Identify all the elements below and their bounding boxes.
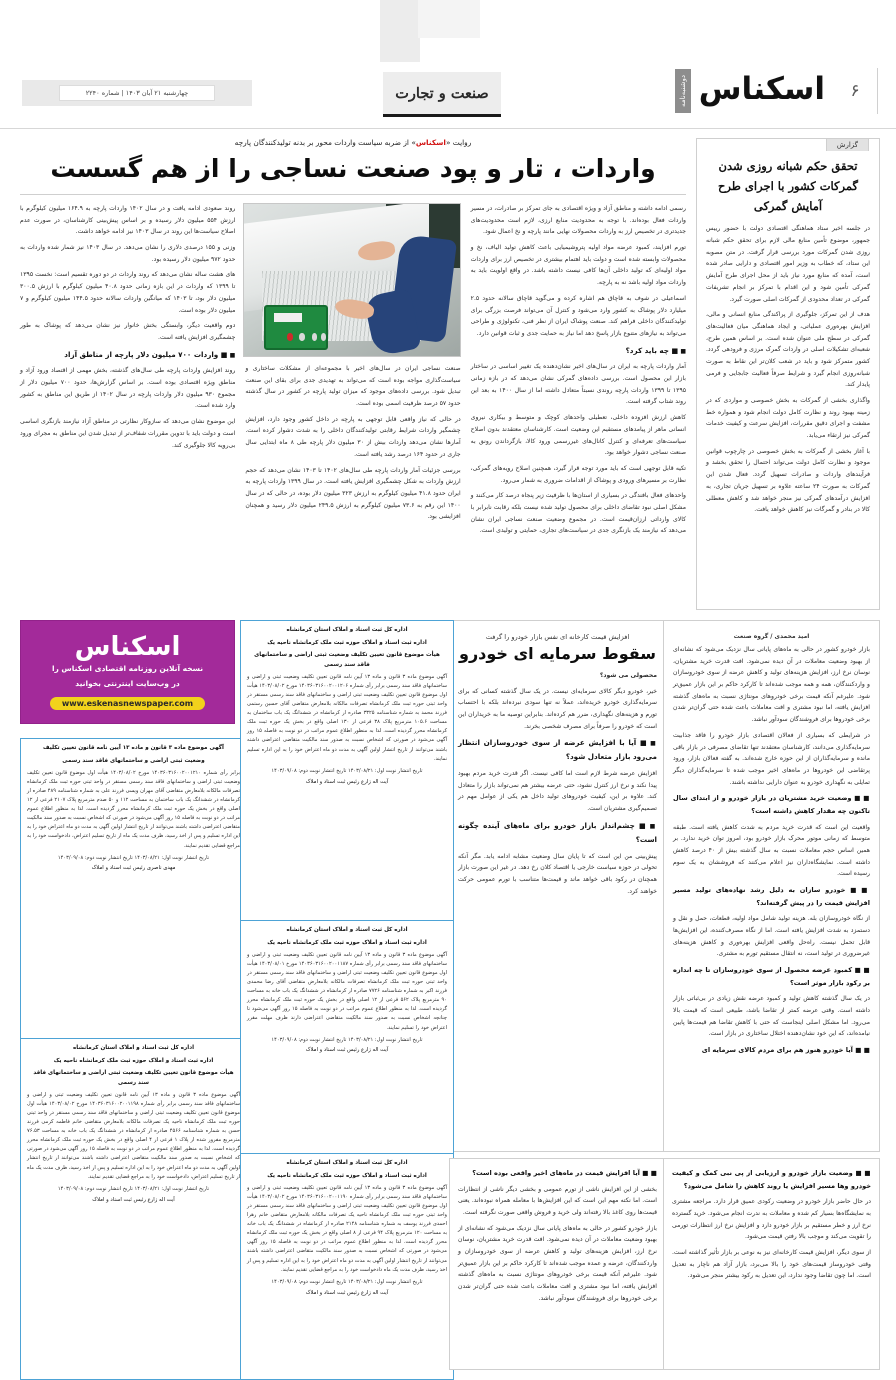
- lead-kicker: [20, 138, 686, 147]
- photo-control-knob: [312, 333, 317, 340]
- paragraph: واگذاری بخشی از گمرکات به بخش خصوصی و مواردی که در زمینه بهبود روند و نظارت کامل دولت انجام شود و همواره خط مشفت و اجرای دقیق مقررات، افزایش سرعت و کیفیت خدمات گمرکی نیز ارتقاء می‌یابد.: [706, 397, 870, 440]
- legal-publish-dates: تاریخ انتشار نوبت اول: ۱۴۰۳/۰۸/۲۱ تاریخ انتشار نوبت دوم: ۱۴۰۳/۰۹/۰۸: [271, 1278, 423, 1285]
- photo-control-panel: [274, 313, 302, 321]
- top-strip: [0, 0, 896, 62]
- masthead: [0, 62, 896, 129]
- car-article-headline: سقوط سرمایه ای خودرو: [459, 644, 656, 663]
- dateline-text: چهارشنبه ۲۱ آبان ۱۴۰۳ | شماره ۲۲۴۰: [59, 85, 216, 101]
- vertical-tag-label: دوشنبه‌نامه: [678, 75, 687, 107]
- gomrok-report-box: [696, 138, 880, 610]
- section-tab[interactable]: [383, 72, 501, 117]
- lead-subhead: ■ ■ چه باید کرد؟: [471, 344, 686, 358]
- qa-question: ■ ■ آیا خودرو هنوز هم برای مردم کالای سرمایه ای: [673, 1044, 870, 1057]
- lead-col-left-body: [20, 203, 235, 451]
- legal-publish-dates: تاریخ انتشار نوبت اول: ۱۴۰۳/۰۸/۲۱ تاریخ انتشار نوبت دوم: ۱۴۰۳/۰۹/۰۸: [57, 854, 210, 861]
- paragraph: در حال حاضر بازار خودرو در وضعیت رکودی عمیق قرار دارد. مراجعه مشتری به نمایشگاه‌ها بسیار کم شده و معاملات به ندرت انجام می‌شود. خرید گسترده نرخ ارز و خطر مستقیم بر بازار خودرو دارد و افزایش نرخ ارز انتظارات تورمی را تقویت می‌کند و موجب بالا رفتن قیمت می‌شود.: [672, 1198, 871, 1241]
- paragraph: های هشت ساله نشان می‌دهد که روند واردات در دو دوره تقسیم است: نخست ۱۳۹۵ تا ۱۳۹۹ که واردات در این بازه زمانی حدود ۴۰.۸ میلیون کیلوگرم با ارزش ۳۰۰.۵ میلیون دلار بود، تا ۱۴۰۳ که میانگین واردات سالانه حدود ۱۴۴.۵ میلیون کیلوگرم و ۷ میلیون دلار بوده است.: [20, 271, 236, 314]
- paragraph: رسمی ادامه داشته و مناطق آزاد و ویژه اقتصادی به جای تمرکز بر صادرات، در مسیر واردات فعال بوده‌اند. با توجه به محدودیت منابع ارزی، لازم است محدودیت‌های جدیدتری در تخصیص ارز به واردات محصولات نهایی مانند پارچه و نخ اعمال شود.: [470, 205, 686, 236]
- lead-subhead-2: ■ ■ واردات ۷۰۰ میلیون دلار پارچه از مناطق آزاد: [20, 348, 235, 362]
- car-qa-continued-body: [664, 1159, 879, 1294]
- paragraph: پیش‌بینی من این است که تا پایان سال وضعیت مشابه ادامه یابد. مگر آنکه تحولی در حوزه سیاست خارجی یا اقتصاد کلان رخ دهد. در غیر این صورت بازار همچنان در رکود باقی خواهد ماند و قیمت‌ها متناسب با تورم عمومی حرکت خواهند کرد.: [458, 852, 657, 895]
- legal-header-line: اداره ثبت اسناد و املاک حوزه ثبت ملک کرمانشاه ناحیه یک: [267, 1172, 427, 1179]
- ad-line-1: نسخه آنلاین روزنامه اقتصادی اسکناس را: [51, 664, 204, 674]
- lead-article-columns: [20, 203, 686, 541]
- paragraph: واقعیت این است که قدرت خرید مردم به شدت کاهش یافته است. طبقه متوسط که زمانی موتور محرک بازار خودرو بود، امروز توان خرید ندارد. بر همین اساس حجم معاملات نسبت به سال گذشته بیش از ۴۰ درصد کاهش داشته است. نمایشگاه‌داران نیز اعلام می‌کنند که فروششان به یک سوم رسیده است.: [673, 823, 870, 878]
- paragraph: آمار واردات پارچه به ایران در سال‌های اخیر نشان‌دهنده یک تغییر اساسی در ساختار بازار این محصول است. بررسی داده‌های گمرکی نشان می‌دهد که در بازه زمانی ۱۳۹۵ تا ۱۳۹۹ واردات پارچه روندی نسبتاً متعادل داشته اما از سال ۱۴۰۰ به بعد این روند شتاب گرفته است.: [470, 363, 686, 406]
- kicker-brand: اسکناس: [415, 138, 446, 147]
- lead-col-photo: [245, 203, 460, 541]
- paragraph: اسماعیلی در شوف به قاچاق هم اشاره کرده و می‌گوید قاچاق سالانه حدود ۲.۵ میلیارد دلار پوشاک به کشور وارد می‌شود و کنترل آن می‌تواند فرصت بزرگی برای تولیدکنندگان داخلی فراهم کند. صنعت پوشاک ایران از نظر فنی، تکنولوژی و طراحی می‌تواند به نیازهای متنوع بازار پاسخ دهد اما نیاز به حمایت جدی و ثبات قوانین دارد.: [470, 294, 686, 337]
- gomrok-report-headline: تحقق حکم شبانه روزی شدن گمرکات کشور با اجرای طرح آمایش گمرکی: [718, 159, 858, 214]
- car-subhead: ■ ■ چشم‌انداز بازار خودرو برای ماه‌های آینده چگونه است؟: [458, 819, 657, 847]
- legal-publish-dates: تاریخ انتشار نوبت اول: ۱۴۰۳/۰۸/۲۱ تاریخ انتشار نوبت دوم: ۱۴۰۳/۰۹/۰۸: [271, 767, 423, 774]
- legal-publish-dates: تاریخ انتشار نوبت اول: ۱۴۰۳/۰۸/۲۱ تاریخ انتشار نوبت دوم: ۱۴۰۳/۰۹/۰۸: [57, 1185, 210, 1192]
- section-tab-label: صنعت و تجارت: [395, 84, 489, 102]
- legal-header-line: اداره کل ثبت اسناد و املاک استان کرمانشاه: [286, 1160, 408, 1166]
- qa-question: ■ ■ خودرو سازان به دلیل رشد نهاده‌های تولید مسیر افزایش قیمت را در پیش گرفته‌اند؟: [673, 884, 870, 909]
- paragraph: در شرایطی که بسیاری از فعالان اقتصادی بازار خودرو را فاقد جذابیت سرمایه‌گذاری می‌دانند، کارشناسان معتقدند تنها تقاضای مصرفی در بازار باقی مانده و سرمایه‌گذاران از این حوزه خارج شده‌اند. به گفته فعالان بازار، ورود پرتقاضی این خودروها در ماه‌های اخیر موجب شده تا سرمایه‌گذاران دیگر تمایلی به نگهداری خودرو به عنوان دارایی نداشته باشند.: [673, 731, 870, 786]
- photo-textile-loom: [243, 203, 460, 357]
- paragraph: بخشی از این افزایش ناشی از تورم عمومی و بخشی دیگر ناشی از انتظارات است. اما نکته مهم این است که این افزایش‌ها با معامله همراه نبوده‌اند. یعنی قیمت‌ها روی کاغذ بالا رفته‌اند ولی خرید و فروش واقعی صورت نگرفته است.: [458, 1185, 657, 1217]
- legal-header-line: آگهی موضوع ماده ۳ قانون و ماده ۱۳ آیین نامه قانون تعیین تکلیف: [43, 745, 224, 751]
- paragraph: دوم واقعیت دیگر، وابستگی بخش خانوار نیز نشان می‌دهد که پوشاک به طور چشمگیری افزایش یافته است.: [20, 322, 236, 341]
- legal-signature: آیت اله زارع رئیس ثبت اسناد و املاک: [305, 778, 389, 785]
- legal-notice-kermanshah-2: [20, 1038, 247, 1380]
- legal-signature: آیت اله زارع رئیس ثبت اسناد و املاک: [92, 1196, 175, 1203]
- legal-signature: مهدی ناصری رئیس ثبت اسناد و املاک: [91, 865, 176, 872]
- masthead-vertical-tag: [675, 69, 691, 113]
- lead-col-right-body: [471, 203, 686, 537]
- legal-body: برابر رأی شماره ۱۴۰۳۶۰۳۱۶۰۰۲۰۰۱۲۱۰ مورخ ۱۴۰۳/۰۸/۰۲ هیأت اول موضوع قانون تعیین تکلیف وضعیت ثبتی اراضی و ساختمانهای فاقد سند رسمی مستقر در واحد ثبتی حوزه ثبت ملک کرمانشاه تصرفات مالکانه بلامعارض متقاضی آقای مهران ویسی فرزند علی به شماره شناسنامه ۴۸۹ صادره از کرمانشاه در ششدانگ یک باب ساختمان به مساحت ۱۱۲ و ۵۰ صدم مترمربع پلاک ۲۱۰۷ فرعی از ۱۲ اصلی واقع در بخش یک حوزه ثبت ملک کرمانشاه محرز گردیده است. لذا به منظور اطلاع عموم مراتب در دو نوبت به فاصله ۱۵ روز آگهی می‌شود در صورتی که اشخاص نسبت به صدور سند مالکیت متقاضی اعتراضی داشته باشند می‌توانند از تاریخ انتشار اولین آگهی به مدت دو ماه اعتراض خود را به این اداره تسلیم و پس از اخذ رسید، ظرف مدت یک ماه از تاریخ تسلیم اعتراض، دادخواست خود را به مراجع قضایی تقدیم نمایند.: [27, 770, 240, 849]
- paragraph: روند صعودی ادامه یافت و در سال ۱۴۰۲ واردات پارچه به ۱۶۴.۹ میلیون کیلوگرم با ارزش ۵۵۴ میلیون دلار رسیده و بر اساس پیش‌بینی کارشناسان، در صورت عدم اصلاح سیاست‌ها این روند در سال ۱۴۰۳ نیز ادامه خواهد داشت.: [20, 205, 236, 236]
- paragraph: در جلسه اخیر ستاد هماهنگی اقتصادی دولت با حضور رییس جمهور، موضوع تأمین منابع مالی لازم برای تحقق حکم شبانه روزی شدن گمرکات مورد بررسی قرار گرفت. در متن مصوبه این ستاد، که خطاب به وزیر امور اقتصادی و دارایی صادر شده است، آمده که منابع مورد نیاز باید از محل اجرای طرح آمایش گمرکی تأمین شود و این اقدام با تمرکز بر انجام تشریفات گمرکی در تعداد محدودی از گمرکات اصلی صورت گیرد.: [706, 225, 870, 303]
- gomrok-report-body: [697, 223, 879, 528]
- legal-notice-kermanshah-3: [240, 620, 454, 922]
- legal-signature: آیت اله زارع رئیس ثبت اسناد و املاک: [305, 1289, 389, 1296]
- car-article-continued-body: [450, 1159, 665, 1317]
- paragraph: واحدهای فعال بافندگی در بسیاری از استان‌ها با ظرفیت زیر پنجاه درصد کار می‌کنند و مشکل اصلی نبود تقاضای داخلی برای محصول تولید شده نیست بلکه رقابت نابرابر با کالای وارداتی ارزان‌قیمت است. در مجموع وضعیت صنعت نساجی ایران نشان می‌دهد که نیازمند یک بازنگری جدی در سیاست‌های تجاری، حمایتی و تولیدی است.: [470, 492, 686, 535]
- car-article-byline: امید محمدی / گروه صنعت: [733, 633, 810, 640]
- paper-logo: اسکناس: [698, 70, 825, 107]
- headline-rule: [20, 194, 686, 195]
- report-tab-label: گزارش: [826, 138, 869, 151]
- car-article-col-right: [664, 644, 879, 1069]
- paragraph: بررسی جزئیات آمار واردات پارچه طی سال‌های ۱۴۰۲ تا ۱۴۰۳ نشان می‌دهد که حجم ارزش واردات به شکل چشمگیری افزایش یافته است. در سال ۱۳۹۹ واردات پارچه به ایران حدود ۴۱.۸ میلیون کیلوگرم به ارزش ۳۲۳ میلیون دلار بوده، در حالی که در سال ۱۴۰۰ این رقم به ۷۳.۶ میلیون کیلوگرم به ارزش ۲۴۹.۵ میلیون دلار رسید و همچنان افزایشی بود.: [245, 466, 461, 521]
- legal-header-line: اداره کل ثبت اسناد و املاک استان کرمانشاه: [286, 927, 408, 933]
- ad-line-2: در وب‌سایت اینترنتی بخوانید: [75, 679, 180, 688]
- kicker-after: » از ضربه سیاست واردات محور بر بدنه تولیدکنندگان پارچه: [234, 138, 416, 147]
- qa-question: ■ ■ وضعیت بازار خودرو و ارزیابی از پی نبی کمک و کیفیت خودرو وها مسیر افزایش یا روند کاهش را شامل می‌شود؟: [672, 1167, 871, 1192]
- car-market-article: [449, 620, 666, 1152]
- lead-headline: واردات ، تار و پود صنعت نساجی را از هم گسست: [50, 154, 656, 183]
- car-subhead: ■ ■ آیا با افزایش عرضه از سوی خودروسازان انتظار می‌رود بازار متعادل شود؟: [458, 736, 657, 764]
- legal-publish-dates: تاریخ انتشار نوبت اول: ۱۴۰۳/۰۸/۲۱ تاریخ انتشار نوبت دوم: ۱۴۰۳/۰۹/۰۸: [271, 1036, 423, 1043]
- legal-body: آگهی موضوع ماده ۳ قانون و ماده ۱۳ آیین نامه قانون تعیین تکلیف وضعیت ثبتی و اراضی و ساختمانهای فاقد سند رسمی برابر رأی شماره ۱۴۰۳۶۰۳۱۶۰۰۲۰۰۱۲۰۶ مورخ ۱۴۰۳/۰۸/۰۲ هیأت اول موضوع قانون تعیین تکلیف وضعیت ثبتی اراضی و ساختمانهای فاقد سند رسمی مستقر در واحد ثبتی حوزه ثبت ملک کرمانشاه تصرفات مالکانه بلامعارض متقاضی آقای حسین رستمی فرزند محمد به شماره شناسنامه ۳۳۲۵ صادره از کرمانشاه در ششدانگ یک باب ساختمان به مساحت ۱۰۵.۶ مترمربع پلاک ۳۸ فرعی از ۱۳۰ اصلی واقع در بخش یک حوزه ثبت ملک کرمانشاه محرز گردیده است. لذا به منظور اطلاع عموم مراتب در دو نوبت به فاصله ۱۵ روز آگهی می‌شود در صورتی که اشخاص نسبت به صدور سند مالکیت متقاضی اعتراضی داشته باشند می‌توانند از تاریخ انتشار اولین آگهی به مدت دو ماه اعتراض خود را به این اداره تسلیم نمایند.: [247, 674, 447, 762]
- car-market-article-continued: [449, 1158, 666, 1370]
- legal-header-line: هیأت موضوع قانون تعیین تکلیف وضعیت ثبتی اراضی و ساختمانهای فاقد سند رسمی: [254, 652, 440, 668]
- paragraph: صنعت نساجی ایران در سال‌های اخیر با مجموعه‌ای از مشکلات ساختاری و سیاست‌گذاری مواجه بوده است که می‌تواند به تهدیدی جدی برای بقای این صنعت تبدیل شود. بررسی داده‌های موجود که میزان تولید پارچه در کشور در سال گذشته حدود ۵۷ درصد ظرفیت اسمی بوده است.: [245, 365, 461, 408]
- paragraph: در حالی که نیاز واقعی قابل توجهی به پارچه در داخل کشور وجود دارد، افزایش چشمگیر واردات شرایط رقابتی تولیدکنندگان داخلی را به شدت دشوار کرده است. آمارها نشان می‌دهد واردات بیش از ۳۰ میلیون دلار پارچه طی ۸ ماه ابتدایی سال جاری در حدود ۱۶۴ درصد رشد یافته است.: [245, 415, 461, 458]
- legal-header-line: اداره ثبت اسناد و املاک حوزه ثبت ملک کرمانشاه ناحیه یک: [267, 939, 427, 946]
- paragraph: بازار خودرو کشور در حالی به ماه‌های پایانی سال نزدیک می‌شود که نشانه‌ای از بهبود وضعیت معاملات در آن دیده نمی‌شود. افت قدرت خرید مشتریان، نوسان نرخ ارز، افزایش هزینه‌های تولید و کاهش عرضه از سوی خودروسازان و واردکنندگان، همه و همه موجب شده‌اند تا کارکرد حاکم بر این بازار عمیق‌تر شود. علیرغم آنکه قیمت برخی خودروهای مونتاژی نسبت به ماه‌های گذشته افزایش یافته، اما نبود مشتری و افت معاملات باعث شده حتی گران‌تر شدن برخی خودروها برای فروشندگان سودآور نباشد.: [673, 646, 870, 724]
- page-content: [0, 130, 896, 1302]
- photo-control-box: [264, 305, 328, 350]
- photo-control-knob: [321, 333, 326, 340]
- legal-notice-kermanshah-4: [240, 920, 454, 1157]
- paragraph: کاهش ارزش افزوده داخلی، تعطیلی واحدهای کوچک و متوسط و بیکاری نیروی انسانی ماهر از پیامدهای مستقیم این وضعیت است. کارشناسان معتقدند بدون اصلاح سیاست‌های تعرفه‌ای و کنترل کانال‌های غیررسمی ورود کالا، بازگرداندن رونق به صنعت نساجی دشوار خواهد بود.: [470, 414, 686, 457]
- paragraph: در یک سال گذشته کاهش تولید و کمبود عرضه نقش زیادی در بی‌ثباتی بازار داشته است. وقتی عرضه کمتر از تقاضا باشد، طبیعی است که قیمت بالا می‌رود. اما مشکل اصلی اینجاست که حتی با کاهش تقاضا هم قیمت‌ها پایین نیامده‌اند، که این خود نشان‌دهنده اختلال ساختاری در بازار است.: [673, 995, 870, 1038]
- legal-body: آگهی موضوع ماده ۳ قانون و ماده ۱۳ آیین نامه قانون تعیین تکلیف وضعیت ثبتی و اراضی و ساختمانهای فاقد سند رسمی برابر رأی شماره ۱۴۰۳۶۰۳۱۶۰۰۲۰۰۱۱۹۸ مورخ ۱۴۰۳/۰۸/۰۲ هیأت اول موضوع قانون تعیین تکلیف وضعیت ثبتی اراضی و ساختمانهای فاقد سند رسمی مستقر در واحد ثبتی حوزه ثبت ملک کرمانشاه ناحیه یک تصرفات مالکانه بلامعارض متقاضی خانم فاطمه کرمی فرزند حسن به شماره شناسنامه ۴۵۶۶ صادره از کرمانشاه در ششدانگ یک باب خانه به مساحت ۷۶.۵۳ مترمربع مفروز شده از پلاک ۱ فرعی از ۴ اصلی واقع در بخش یک حوزه ثبت ملک کرمانشاه محرز گردیده است. لذا به منظور اطلاع عموم مراتب در دو نوبت به فاصله ۱۵ روز آگهی می‌شود در صورتی که اشخاص نسبت به صدور سند مالکیت متقاضی اعتراضی داشته باشند می‌توانند از تاریخ انتشار اولین آگهی به مدت دو ماه اعتراض خود را به این اداره تسلیم و پس از اخذ رسید، ظرف مدت یک ماه از تاریخ تسلیم اعتراض، دادخواست خود را به مراجع قضایی تقدیم نمایند.: [27, 1092, 241, 1180]
- legal-header-line: هیأت موضوع قانون تعیین تکلیف وضعیت ثبتی اراضی و ساختمانهای فاقد سند رسمی: [33, 1070, 234, 1086]
- car-market-qa-box: [663, 620, 880, 1152]
- lead-col-photo-body: [245, 357, 460, 523]
- paragraph: این موضوع نشان می‌دهد که سازوکار نظارتی در مناطق آزاد نیازمند بازنگری اساسی است و دولت باید با تدوین مقررات شفاف‌تر از تبدیل شدن این مناطق به مجرای ورود بی‌رویه کالا جلوگیری کند.: [20, 418, 236, 449]
- qa-question: ■ ■ کمبود عرضه محصول از سوی خودروسازان تا چه اندازه بر رکود بازار موثر است؟: [673, 964, 870, 989]
- legal-signature: آیت اله زارع رئیس ثبت اسناد و املاک: [305, 1047, 389, 1054]
- legal-header-line: اداره کل ثبت اسناد و املاک استان کرمانشاه: [286, 627, 408, 633]
- lead-col-left: [20, 203, 235, 541]
- car-article-kicker: افزایش قیمت کارخانه ای نفس بازار خودرو را گرفت: [485, 633, 630, 641]
- paragraph: بازار خودرو کشور در حالی به ماه‌های پایانی سال نزدیک می‌شود که نشانه‌ای از بهبود وضعیت معاملات در آن دیده نمی‌شود. افت قدرت خرید مشتریان، نوسان نرخ ارز، افزایش هزینه‌های تولید و کاهش عرضه از سوی خودروسازان و واردکنندگان، عرضه و عمده موجب شده‌اند تا کارکرد حاکم بر این بازار عمیق‌تر شود. علیرغم آنکه قیمت برخی خودروهای مونتاژی نسبت به ماه‌های گذشته افزایش یافته، اما نبود مشتری و افت معاملات باعث شده حتی گران‌تر شدن برخی خودروها برای فروشندگان سودآور نباشد.: [458, 1224, 657, 1302]
- paragraph: افزایش عرضه شرط لازم است اما کافی نیست. اگر قدرت خرید مردم بهبود پیدا نکند و نرخ ارز کنترل نشود، حتی عرضه بیشتر هم نمی‌تواند بازار را متعادل کند. علاوه بر این، کیفیت خودروهای تولید داخل هم یکی از عوامل مهم در تصمیم‌گیری مشتریان است.: [458, 770, 657, 813]
- legal-header-line: اداره ثبت اسناد و املاک حوزه ثبت ملک کرمانشاه ناحیه یک: [267, 639, 427, 646]
- qa-question: ■ ■ آیا افزایش قیمت در ماه‌های اخیر واقعی بوده است؟: [458, 1167, 657, 1180]
- car-market-qa-continued: [663, 1158, 880, 1370]
- paragraph: از سوی دیگر، افزایش قیمت کارخانه‌ای نیز به نوعی بر بازار تأثیر گذاشته است. وقتی خودروساز قیمت‌های خود را بالا می‌برد، بازار آزاد هم ناچار به تعدیل است. اما چون تقاضا وجود ندارد، این تعدیل به رکود بیشتر منجر می‌شود.: [672, 1249, 871, 1280]
- dateline: [22, 80, 252, 106]
- photo-control-knob: [287, 333, 292, 340]
- car-article-columns: [450, 670, 665, 909]
- ad-website-link[interactable]: www.eskenasnewspaper.com: [50, 697, 205, 710]
- paragraph: تکیه قابل توجهی است که باید مورد توجه قرار گیرد، همچنین اصلاح رویه‌های گمرکی، نظارت بر مسیرهای ورودی و پوشاک از اقدامات ضروری به شمار می‌رود.: [470, 464, 686, 484]
- paragraph: هدف از این تمرکز، جلوگیری از پراکندگی منابع انسانی و مالی، افزایش بهره‌وری عملیاتی، و ایجاد هماهنگی میان فعالیت‌های گمرکی در سطح ملی عنوان شده است. بر اساس همین طرح، شعبه‌ای تشکیلات اصلی در واردات گمرک مرزی و فرودهی گردد. کشور متمرکز شود و باید در شعب کلان‌تر این نقاط به صورت شبانه‌روزی انجام گیرد و شرایط صرفاً فعالیت جابجایی و فرمی پایدار کند.: [706, 311, 870, 389]
- legal-header-line: اداره کل ثبت اسناد و املاک استان کرمانشاه: [73, 1045, 194, 1051]
- paragraph: از نگاه خودروسازان بله. هزینه تولید شامل مواد اولیه، قطعات، حمل و نقل و دستمزد به شدت افزایش یافته است. اما از نگاه مصرف‌کننده، این افزایش‌ها قابل تحمل نیست. راه‌حل واقعی افزایش بهره‌وری و کاهش هزینه‌های غیرضروری در تولید است، نه انتقال مستقیم تورم به مشتری.: [673, 915, 870, 958]
- paragraph: محصولی می شود؟: [599, 672, 657, 679]
- legal-notice-kermanshah-5: [240, 1153, 454, 1380]
- legal-body: آگهی موضوع ماده ۳ قانون و ماده ۱۳ آیین نامه قانون تعیین تکلیف وضعیت ثبتی و اراضی و ساختمانهای فاقد سند رسمی برابر رأی شماره ۱۴۰۳۶۰۳۱۶۰۰۲۰۰۱۱۸۷ مورخ ۱۴۰۳/۰۸/۰۱ هیأت اول موضوع قانون تعیین تکلیف وضعیت ثبتی اراضی و ساختمانهای فاقد سند رسمی مستقر در واحد ثبتی حوزه ثبت ملک کرمانشاه تصرفات مالکانه بلامعارض متقاضی آقای رضا محمدی فرزند اکبر به شماره شناسنامه ۷۷۲۶ صادره از کرمانشاه در ششدانگ یک باب خانه به مساحت ۹۰ مترمربع پلاک ۵۶۲ فرعی از ۱۲ اصلی واقع در بخش یک حوزه ثبت ملک کرمانشاه محرز گردیده است. لذا به منظور اطلاع عموم مراتب در دو نوبت به فاصله ۱۵ روز آگهی می‌شود تا چنانچه اشخاص نسبت به صدور سند مالکیت متقاضی اعتراضی دارند ظرف مهلت مقرر اعتراض خود را تسلیم نمایند.: [247, 952, 448, 1031]
- lead-col-right: [471, 203, 686, 541]
- eskenas-online-ad[interactable]: [20, 620, 235, 724]
- kicker-before: روایت «: [445, 138, 472, 147]
- photo-control-knob: [299, 333, 304, 340]
- paragraph: با آغاز بخشی از گمرکات به بخش خصوصی در چارچوب قوانین موجود و نظارت کامل دولت می‌تواند احتمال را تحقق بخشد و فرآیندهای واردات و صادرات تسهیل گردد. فعال شدن این گمرکات به صورت ۲۴ ساعته علاوه بر تسهیل جریان تجاری، به افزایش درآمدهای گمرکی نیز منجر خواهد شد و کاهش معطلی کالا در بنادر و گمرگات نیز کاهش خواهد یافت.: [706, 447, 870, 514]
- legal-header-line: اداره ثبت اسناد و املاک حوزه ثبت ملک کرمانشاه ناحیه یک: [53, 1057, 214, 1064]
- paragraph: وزنی و ۱۵۵ درصدی دلاری را نشان می‌دهد. در سال ۱۴۰۳ نیز شمار شده واردات به حدود ۹۷۲ میلیون دلار رسیده بود.: [20, 244, 236, 263]
- legal-notice-kermanshah-1: [20, 738, 247, 1040]
- lead-article: [20, 138, 686, 541]
- paragraph: روند افزایش واردات پارچه طی سال‌های گذشته، بخش مهمی از اقتصاد ورود آزاد و مناطق ویژه اقتصادی بوده است. بر اساس گزارش‌ها، حدود ۷۰۰ میلیون دلار از مجموع ۹۳۰ میلیون دلار واردات پارچه در سال ۱۴۰۲ از طریق این مناطق به کشور وارد شده است.: [20, 367, 236, 410]
- legal-body: آگهی موضوع ماده ۳ قانون و ماده ۱۳ آیین نامه قانون تعیین تکلیف وضعیت ثبتی و اراضی و ساختمانهای فاقد سند رسمی برابر رأی شماره ۱۴۰۳۶۰۳۱۶۰۰۲۰۰۱۱۹۰ مورخ ۱۴۰۳/۰۸/۰۲ هیأت اول موضوع قانون تعیین تکلیف وضعیت ثبتی اراضی و ساختمانهای فاقد سند رسمی مستقر در واحد ثبتی حوزه ثبت ملک کرمانشاه ناحیه یک تصرفات مالکانه بلامعارض متقاضی خانم زهرا احمدی فرزند یوسف به شماره شناسنامه ۲۱۴۸ صادره از کرمانشاه در ششدانگ یک باب خانه به مساحت ۱۲۰ مترمربع پلاک ۹۴ فرعی از ۸ اصلی واقع در بخش یک حوزه ثبت ملک کرمانشاه محرز گردیده است. لذا به منظور اطلاع عموم مراتب در دو نوبت به فاصله ۱۵ روز آگهی می‌شود در صورتی که اشخاص نسبت به صدور سند مالکیت متقاضی اعتراضی داشته باشند می‌توانند از تاریخ انتشار اولین آگهی به مدت دو ماه اعتراض خود را به این اداره تسلیم و پس از اخذ رسید، ظرف مدت یک ماه دادخواست خود را به مراجع قضایی تقدیم نمایند.: [247, 1185, 447, 1273]
- top-strip-block-b: [418, 0, 480, 38]
- top-strip-block-a: [380, 0, 420, 62]
- legal-header-line: وضعیت ثبتی اراضی و ساختمانهای فاقد سند رسمی: [62, 757, 205, 764]
- car-article-col-left: [458, 670, 657, 901]
- qa-question: ■ ■ وضعیت خرید مشتریان در بازار خودرو و از ابتدای سال تاکنون چه مقدار کاهش داشته است؟: [673, 792, 870, 817]
- page-number: ۶: [833, 68, 878, 114]
- masthead-brand-group: [675, 68, 878, 114]
- paragraph: خیر، خودرو دیگر کالای سرمایه‌ای نیست. در یک سال گذشته کسانی که برای سرمایه‌گذاری خودرو خریده‌اند، عملاً نه تنها سودی نبرده‌اند بلکه با احتساب تورم و هزینه‌های نگهداری، ضرر هم کرده‌اند. بنابراین توصیه ما به خریداران این است که خودرو را صرفاً برای مصرف شخصی بخرند.: [458, 687, 657, 730]
- ad-logo: اسکناس: [74, 632, 181, 663]
- paragraph: تورم افزایند، کمبود عرضه مواد اولیه پتروشیمیایی باعث کاهش تولید الیاف، نخ و محصولات وابسته شده است و دولت باید اهتمام بیشتری در تخصیص ارز برای واردات مواد اولیه‌ای که تولید داخلی آن‌ها کافی نیست داشته باشد. در واقع اولویت باید به واردات مواد اولیه باشد نه به پارچه.: [470, 244, 686, 287]
